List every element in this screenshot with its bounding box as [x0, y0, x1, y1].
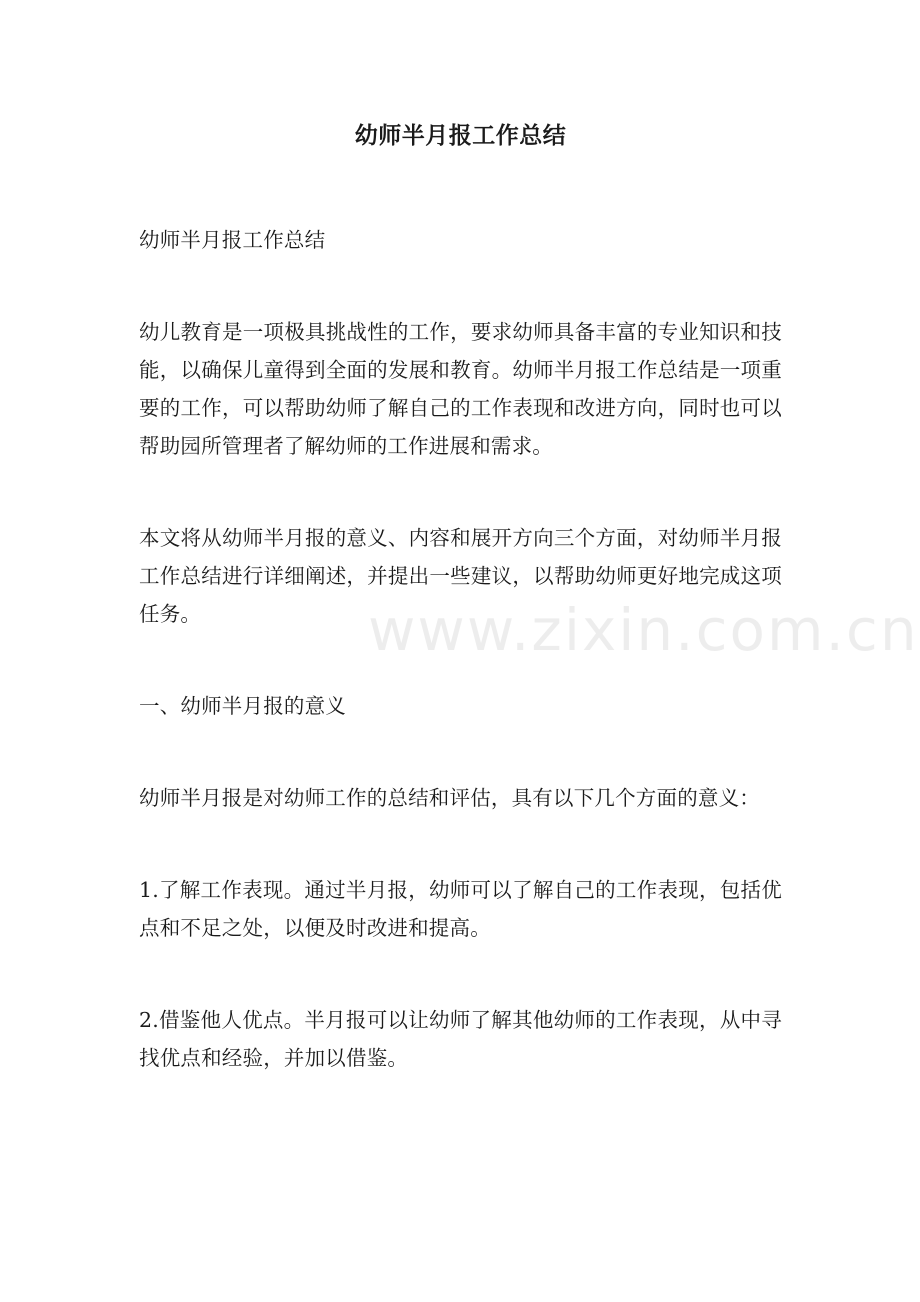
watermark-text: www.zixin.com.cn [368, 596, 919, 664]
list-item-1: 1.了解工作表现。通过半月报，幼师可以了解自己的工作表现，包括优点和不足之处，以便及时改进和提高。 [139, 878, 782, 940]
subtitle-paragraph: 幼师半月报工作总结 [139, 228, 326, 252]
section-heading-1: 一、幼师半月报的意义 [139, 694, 346, 718]
document-title: 幼师半月报工作总结 [354, 122, 567, 149]
section-1-intro-paragraph: 幼师半月报是对幼师工作的总结和评估，具有以下几个方面的意义： [139, 786, 760, 810]
intro-paragraph: 幼儿教育是一项极具挑战性的工作，要求幼师具备丰富的专业知识和技能，以确保儿童得到全面的发展和教育。幼师半月报工作总结是一项重要的工作，可以帮助幼师了解自己的工作表现和改进方向，同时也可以帮助园所管理者了解幼师的工作进展和需求。 [139, 320, 782, 458]
overview-paragraph: 本文将从幼师半月报的意义、内容和展开方向三个方面，对幼师半月报工作总结进行详细阐述，并提出一些建议，以帮助幼师更好地完成这项任务。 [139, 526, 782, 626]
list-item-2: 2.借鉴他人优点。半月报可以让幼师了解其他幼师的工作表现，从中寻找优点和经验，并加以借鉴。 [139, 1008, 782, 1070]
